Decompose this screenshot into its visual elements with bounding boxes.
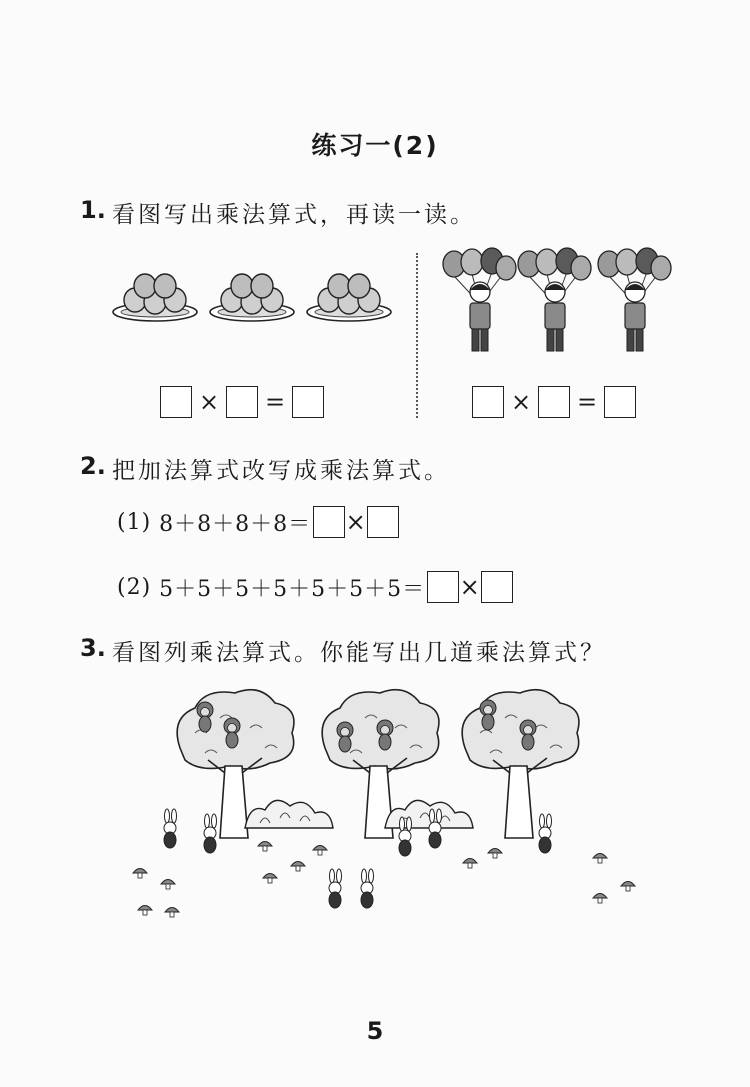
item-label: (2) — [117, 574, 152, 600]
equals-sign: = — [264, 388, 286, 416]
times-sign: × — [510, 388, 532, 416]
times-sign: × — [198, 388, 220, 416]
section-divider — [416, 253, 418, 418]
addition-expression: 5＋5＋5＋5＋5＋5＋5＝ — [159, 576, 426, 602]
peach-plates-illustration — [110, 270, 400, 330]
q1-text: 看图写出乘法算式，再读一读。 — [112, 202, 476, 228]
q3-number: 3. — [80, 634, 106, 662]
answer-box[interactable] — [481, 571, 513, 603]
answer-box[interactable] — [160, 386, 192, 418]
q1-number: 1. — [80, 196, 106, 224]
q2-item-1 — [117, 506, 399, 538]
times-sign: × — [459, 573, 481, 601]
item-label: (1) — [117, 509, 152, 535]
answer-box[interactable] — [472, 386, 504, 418]
answer-box[interactable] — [538, 386, 570, 418]
children-balloons-illustration — [440, 248, 670, 360]
answer-box[interactable] — [367, 506, 399, 538]
q2-number: 2. — [80, 452, 106, 480]
addition-expression: 8＋8＋8＋8＝ — [159, 511, 312, 537]
q3-text: 看图列乘法算式。你能写出几道乘法算式？ — [112, 640, 606, 666]
page-number: 5 — [366, 1017, 384, 1045]
answer-box[interactable] — [313, 506, 345, 538]
q1-right-equation — [472, 386, 636, 418]
page-title: 练习一(2) — [311, 131, 439, 160]
trees-monkeys-rabbits-illustration — [130, 688, 590, 928]
times-sign: × — [345, 508, 367, 536]
answer-box[interactable] — [226, 386, 258, 418]
q1-left-equation — [160, 386, 324, 418]
answer-box[interactable] — [604, 386, 636, 418]
answer-box[interactable] — [427, 571, 459, 603]
answer-box[interactable] — [292, 386, 324, 418]
equals-sign: = — [576, 388, 598, 416]
q2-text: 把加法算式改写成乘法算式。 — [112, 458, 450, 484]
q2-item-2 — [117, 571, 513, 603]
